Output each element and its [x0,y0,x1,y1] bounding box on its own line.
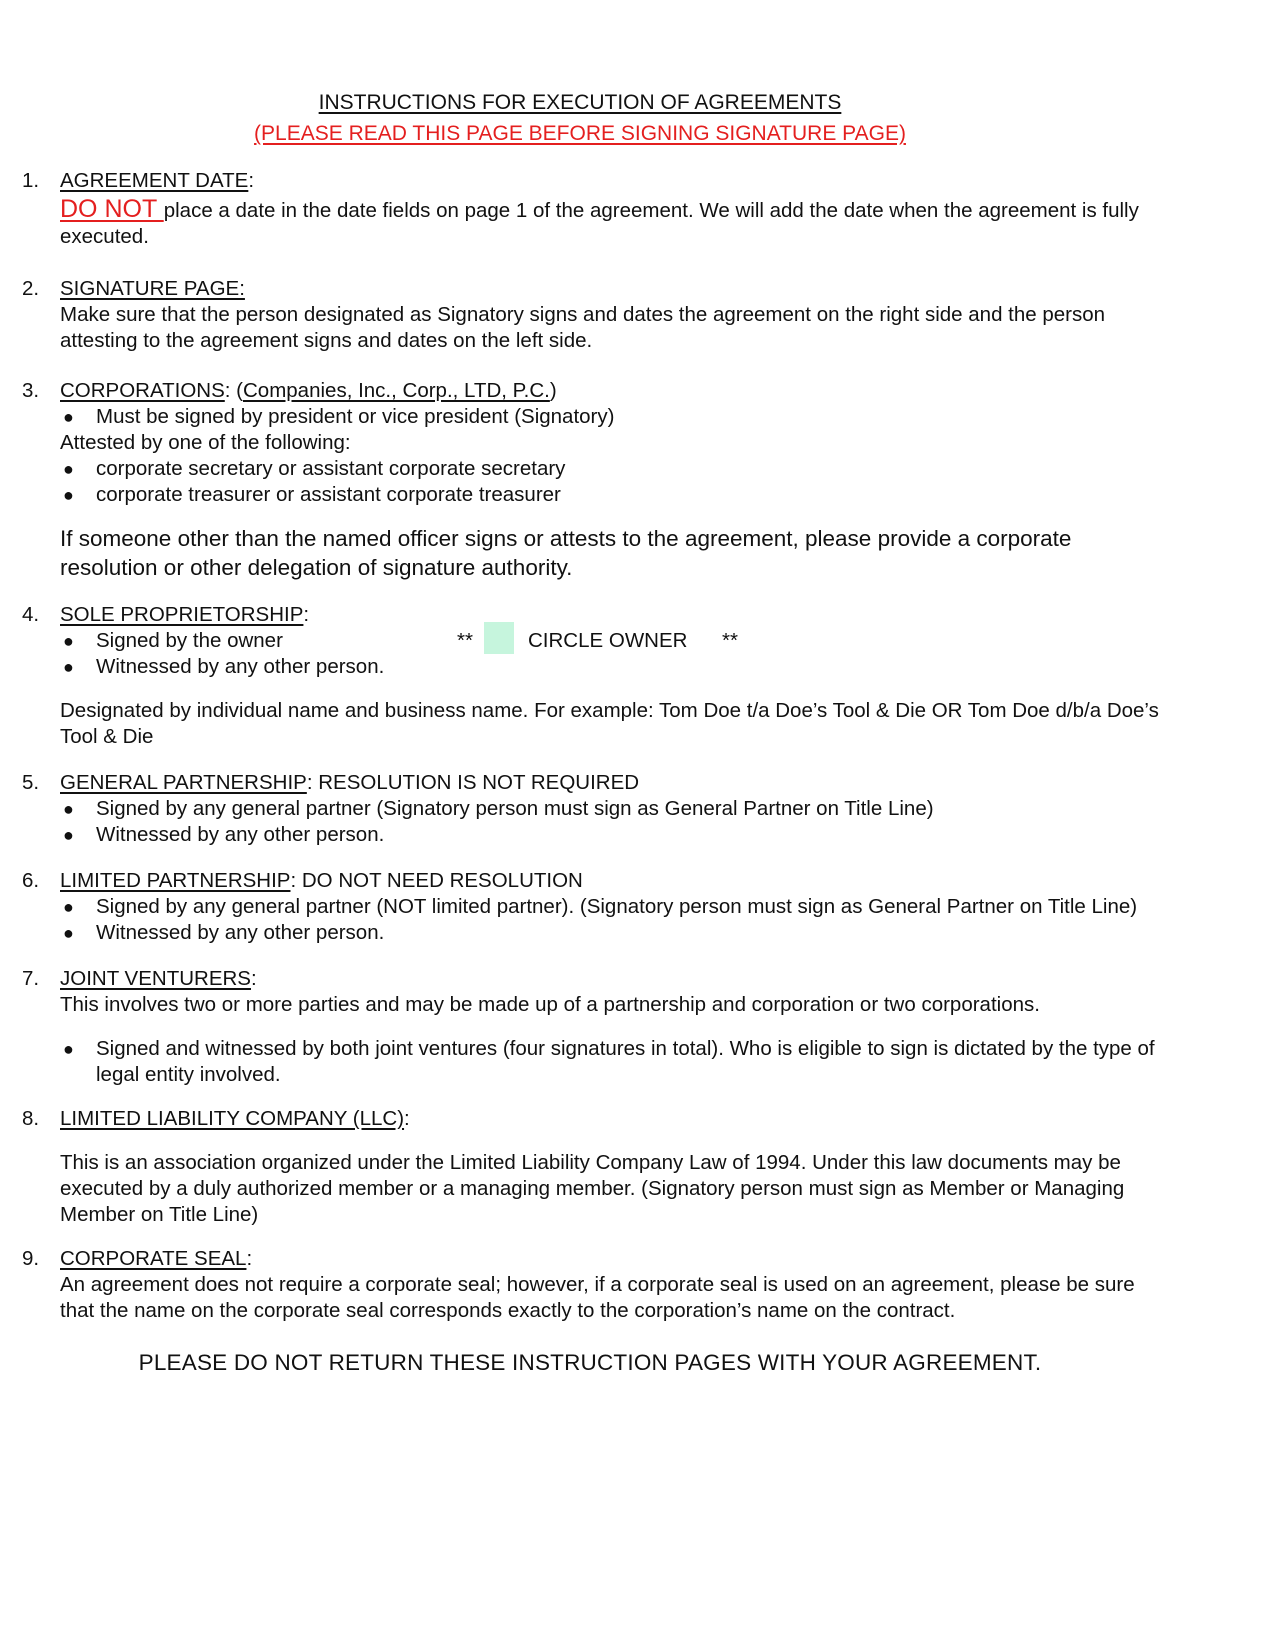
bullet-icon: ● [63,459,74,479]
bullet-list [60,456,1172,508]
list-item: ● Witnessed by any other person. [63,921,385,944]
circle-owner-label: CIRCLE OWNER [528,629,688,652]
section-title: AGREEMENT DATE [60,169,249,192]
page-title: INSTRUCTIONS FOR EXECUTION OF AGREEMENTS [318,91,842,114]
section-title-suffix: : [404,1107,410,1130]
section-title-sep: : ( [224,379,243,402]
section-number: 8. [22,1107,40,1130]
bullet-icon: ● [63,657,74,677]
list-item: ● Signed by any general partner (NOT limited partner). (Signatory person must sign as General Partner on Title Line) [63,895,1138,918]
bullet-icon: ● [63,825,74,845]
section-joint-venturers [22,966,1172,1088]
asterisks-left: ** [457,629,473,652]
section-number: 7. [22,967,40,990]
section-title-close: ) [549,379,557,402]
circle-owner-highlight [484,622,514,654]
page-subtitle-warning: (PLEASE READ THIS PAGE BEFORE SIGNING SIGNATURE PAGE) [254,122,906,145]
list-item: ● Must be signed by president or vice president (Signatory) [63,405,615,428]
section-corporations [22,378,1172,582]
section-title: SOLE PROPRIETORSHIP [60,603,304,626]
section-number: 3. [22,379,40,402]
section-title: CORPORATIONS [60,379,225,402]
section-text: This involves two or more parties and may be made up of a partnership and corporation or two corporations. [60,993,1040,1016]
section-text: An agreement does not require a corporate seal; however, if a corporate seal is used on an agreement, please be sure that the name on the corporate seal corresponds exactly to the corporation’s name on the contract. [60,1273,1135,1322]
bullet-list [60,1036,1172,1088]
list-item: ● Witnessed by any other person. [63,655,385,678]
section-title: SIGNATURE PAGE: [60,277,245,300]
section-number: 4. [22,603,40,626]
bullet-list [60,404,1172,430]
section-general-partnership [22,770,1172,848]
section-text: This is an association organized under the Limited Liability Company Law of 1994. Under this law documents may be executed by a duly authorized member or a managing member. (Signatory person must sign as Member or Managing Member on Title Line) [60,1151,1125,1226]
section-title-suffix: : DO NOT NEED RESOLUTION [290,869,583,892]
section-sole-proprietorship [22,602,1172,750]
section-subtitle: Companies, Inc., Corp., LTD, P.C. [243,379,550,402]
section-number: 2. [22,277,40,300]
bullet-list [60,894,1172,946]
section-number: 9. [22,1247,40,1270]
bullet-list [60,796,1172,848]
section-title-suffix: : [250,967,257,990]
section-signature-page [22,276,1172,354]
bullet-icon: ● [63,407,74,427]
section-llc [22,1106,1172,1228]
list-item: ● corporate treasurer or assistant corporate treasurer [63,483,561,506]
bullet-list [60,628,1172,680]
list-item: ● Witnessed by any other person. [63,823,385,846]
list-item: ● corporate secretary or assistant corporate secretary [63,457,566,480]
section-title: JOINT VENTURERS [60,967,251,990]
section-title-suffix: : [248,169,255,192]
section-title: LIMITED PARTNERSHIP [60,869,291,892]
section-title: GENERAL PARTNERSHIP [60,771,307,794]
attested-label: Attested by one of the following: [60,431,351,454]
list-item: ● Signed by the owner ** CIRCLE OWNER ** [60,628,1172,654]
bullet-icon: ● [63,799,74,819]
bullet-icon: ● [63,485,74,505]
footer-notice: PLEASE DO NOT RETURN THESE INSTRUCTION PAGES WITH YOUR AGREEMENT. [138,1350,1042,1375]
list-item: ● Signed by any general partner (Signatory person must sign as General Partner on Title Line) [63,797,934,820]
section-title-suffix: : RESOLUTION IS NOT REQUIRED [306,771,640,794]
section-text: place a date in the date fields on page 1 of the agreement. We will add the date when the agreement is fully executed. [60,199,1139,248]
bullet-icon: ● [63,897,74,917]
section-corporate-seal [22,1246,1172,1324]
section-limited-partnership [22,868,1172,946]
section-number: 5. [22,771,40,794]
section-agreement-date [22,168,1172,250]
designation-note: Designated by individual name and business name. For example: Tom Doe t/a Doe’s Tool & Die OR Tom Doe d/b/a Doe’s Tool & Die [60,699,1159,748]
bullet-icon: ● [63,631,74,651]
section-number: 6. [22,869,40,892]
section-title: LIMITED LIABILITY COMPANY (LLC) [60,1107,405,1130]
section-text: Make sure that the person designated as Signatory signs and dates the agreement on the right side and the person attesting to the agreement signs and dates on the left side. [60,303,1106,352]
section-title-suffix: : [246,1247,253,1270]
section-title: CORPORATE SEAL [60,1247,247,1270]
asterisks-right: ** [722,629,738,652]
section-number: 1. [22,169,40,192]
bullet-icon: ● [63,923,74,943]
do-not-emphasis: DO NOT [60,195,164,223]
section-title-suffix: : [303,603,310,626]
list-item: ● Signed and witnessed by both joint ventures (four signatures in total). Who is eligible to sign is dictated by the type of legal entity involved. [63,1037,1155,1086]
bullet-icon: ● [63,1039,74,1059]
authority-note: If someone other than the named officer signs or attests to the agreement, please provide a corporate resolution or other delegation of signature authority. [60,526,1072,580]
